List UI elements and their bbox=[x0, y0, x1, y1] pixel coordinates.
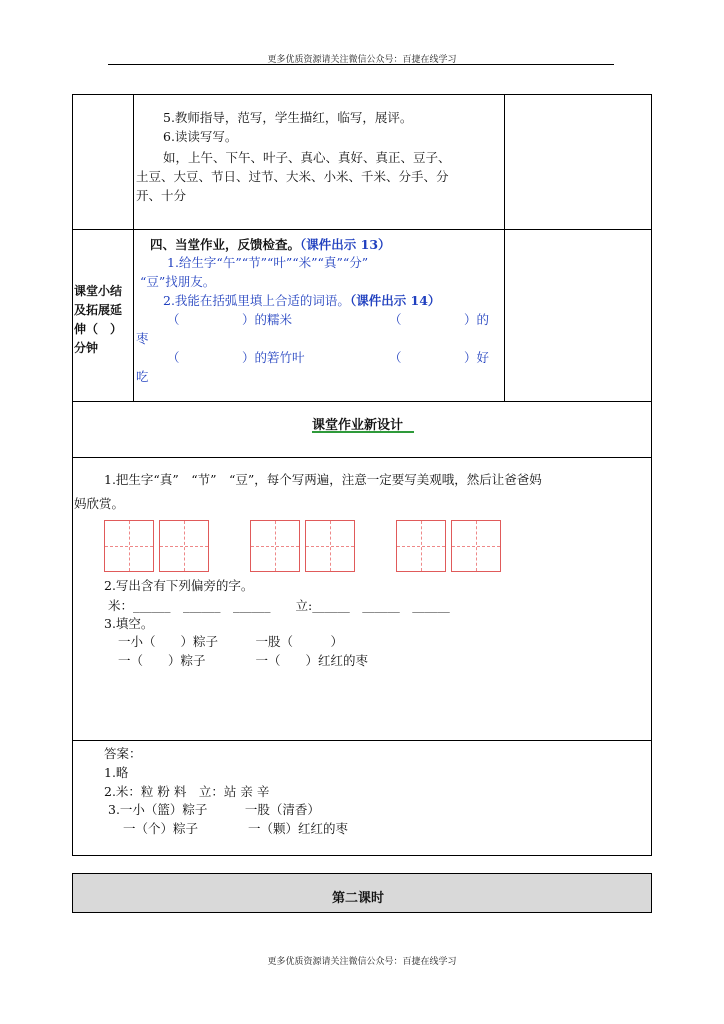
word-list-line-1: 如，上午、下午、叶子、真心、真好、真正、豆子、 bbox=[163, 150, 451, 165]
writing-grid[interactable] bbox=[250, 520, 300, 572]
writing-grid[interactable] bbox=[451, 520, 501, 572]
side-label-line-1: 课堂小结 bbox=[74, 284, 123, 298]
design-q2: 2.写出含有下列偏旁的字。 bbox=[104, 578, 254, 593]
design-q1-line-1: 1.把生字“真” “节” “豆”，每个写两遍，注意一定要写美观哦，然后让爸爸妈 bbox=[104, 472, 542, 487]
row-divider-1 bbox=[72, 229, 652, 230]
fill-2-right: （ ）好 bbox=[389, 350, 490, 365]
q1-line-1: 1.给生字“午”“节”“叶”“米”“真”“分” bbox=[167, 255, 369, 270]
header-rule bbox=[108, 64, 614, 65]
fill-1-right: （ ）的 bbox=[389, 312, 490, 327]
homework-heading bbox=[150, 235, 391, 254]
answer-3-line-2: 一（个）粽子 一（颗）红红的枣 bbox=[123, 821, 349, 836]
answer-3-line-1: 3.一小（篮）粽子 一股（清香） bbox=[108, 802, 320, 817]
page-header: 更多优质资源请关注微信公众号：百捷在线学习 bbox=[267, 55, 457, 65]
q2-text: 2.我能在括弧里填上合适的词语。 bbox=[163, 293, 350, 308]
fill-2-wrap: 吃 bbox=[136, 369, 149, 384]
side-label-line-3: 伸（ ） bbox=[74, 322, 123, 336]
answers-title: 答案： bbox=[104, 746, 142, 761]
row-divider-4 bbox=[72, 740, 652, 741]
step-5-text: 5.教师指导，范写，学生描红，临写，展评。 bbox=[163, 110, 413, 125]
col-divider-left bbox=[133, 94, 134, 402]
row-divider-2 bbox=[72, 401, 652, 402]
word-list-line-3: 开、十分 bbox=[136, 188, 187, 203]
side-label-line-4: 分钟 bbox=[74, 341, 99, 355]
fill-1-left: （ ）的糯米 bbox=[167, 312, 293, 327]
word-list-line-2: 土豆、大豆、节日、过节、大米、小米、千米、分手、分 bbox=[136, 169, 449, 184]
fill-1-wrap: 枣 bbox=[136, 331, 149, 346]
side-label-line-2: 及拓展延 bbox=[74, 303, 123, 317]
writing-grid[interactable] bbox=[396, 520, 446, 572]
answer-2: 2.米：粒 粉 料 立：站 亲 辛 bbox=[104, 784, 270, 799]
page-footer: 更多优质资源请关注微信公众号：百捷在线学习 bbox=[267, 957, 457, 967]
design-title: 课堂作业新设计 bbox=[312, 418, 404, 433]
writing-grid[interactable] bbox=[104, 520, 154, 572]
courseware-tag-14: （课件出示 14） bbox=[349, 293, 441, 308]
row-divider-3 bbox=[72, 457, 652, 458]
writing-grid[interactable] bbox=[305, 520, 355, 572]
design-q3-line-1: 一小（ ）粽子 一股（ ） bbox=[118, 634, 344, 649]
step-6-text: 6.读读写写。 bbox=[163, 129, 238, 144]
q1-line-2: “豆”找朋友。 bbox=[140, 274, 216, 289]
answer-1: 1.略 bbox=[104, 765, 129, 780]
q2-line bbox=[163, 291, 440, 310]
design-title-underline bbox=[312, 431, 414, 433]
design-q2-blanks: 米：______ ______ ______ 立:______ ______ ______ bbox=[108, 598, 450, 613]
design-q1-line-2: 妈欣赏。 bbox=[74, 496, 125, 511]
design-q3-line-2: 一（ ）粽子 一（ ）红红的枣 bbox=[118, 653, 369, 668]
writing-grid[interactable] bbox=[159, 520, 209, 572]
courseware-tag-13: （课件出示 13） bbox=[300, 237, 391, 252]
lesson-2-title: 第二课时 bbox=[332, 891, 385, 906]
fill-2-left: （ ）的箬竹叶 bbox=[167, 350, 305, 365]
col-divider-right bbox=[504, 94, 505, 402]
homework-heading-text: 四、当堂作业，反馈检查。 bbox=[150, 237, 301, 252]
design-q3: 3.填空。 bbox=[104, 616, 154, 631]
